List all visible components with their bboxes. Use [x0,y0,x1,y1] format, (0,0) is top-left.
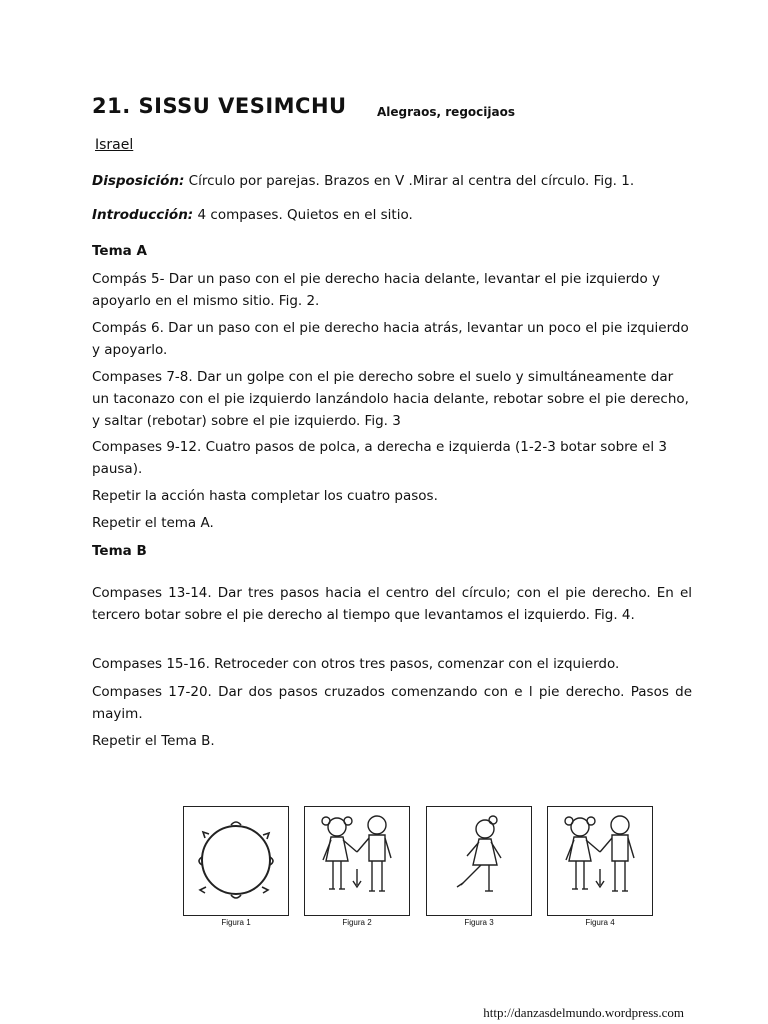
introduccion-paragraph [92,204,692,226]
dance-subtitle: Alegraos, regocijaos [377,105,515,119]
dance-title: 21. SISSU VESIMCHU [92,94,347,118]
paragraph: Repetir el Tema B. [92,733,215,749]
title-row [92,94,347,118]
disposicion-text: Círculo por parejas. Brazos en V .Mirar al centra del círculo. Fig. 1. [184,173,635,189]
tema-a-p2 [92,317,692,361]
tema-a-heading: Tema A [92,243,147,259]
paragraph: Compases 7-8. Dar un golpe con el pie derecho sobre el suelo y simultáneamente dar un taconazo con el pie izquierdo lanzándolo hacia delante, rebotar sobre el pie derecho, y saltar (rebotar) sobre el pie izquierdo. Fig. 3 [92,369,689,429]
paragraph: Compases 15-16. Retroceder con otros tres pasos, comenzar con el izquierdo. [92,656,620,672]
introduccion-text: 4 compases. Quietos en el sitio. [193,207,413,223]
tema-b-p4 [92,730,692,752]
figure-caption: Figura 1 [221,918,251,927]
figure-2 [304,806,410,927]
couple-step-forward-illustration [304,806,410,916]
tema-a-p3 [92,366,692,432]
paragraph: Repetir la acción hasta completar los cuatro pasos. [92,488,438,504]
footer-url: http://danzasdelmundo.wordpress.com [483,1005,684,1020]
tema-a-p6 [92,512,692,534]
paragraph: Compás 6. Dar un paso con el pie derecho hacia atrás, levantar un poco el pie izquierdo y apoyarlo. [92,320,689,358]
paragraph: Compases 9-12. Cuatro pasos de polca, a derecha e izquierda (1-2-3 botar sobre el 3 pausa). [92,439,667,477]
introduccion-label: Introducción: [92,207,194,223]
tema-a-p5 [92,485,692,507]
tema-b-heading: Tema B [92,543,147,559]
disposicion-label: Disposición: [92,173,185,189]
figure-caption: Figura 3 [464,918,494,927]
country-label: Israel [95,137,134,153]
girl-heel-kick-illustration [426,806,532,916]
figure-1 [183,806,289,927]
figure-caption: Figura 2 [342,918,372,927]
tema-a-p4 [92,436,692,480]
tema-b-p3 [92,681,692,725]
figure-caption: Figura 4 [585,918,615,927]
couple-step-hop-illustration [547,806,653,916]
tema-b-p1 [92,582,692,626]
paragraph: Compases 17-20. Dar dos pasos cruzados comenzando con e l pie derecho. Pasos de mayim. [92,684,692,722]
paragraph: Repetir el tema A. [92,515,214,531]
paragraph: Compás 5- Dar un paso con el pie derecho hacia delante, levantar el pie izquierdo y apoyarlo en el mismo sitio. Fig. 2. [92,271,661,309]
figure-3 [426,806,532,927]
circle-formation-illustration [183,806,289,916]
disposicion-paragraph [92,170,692,192]
tema-a-p1 [92,268,692,312]
paragraph: Compases 13-14. Dar tres pasos hacia el centro del círculo; con el pie derecho. En el tercero botar sobre el pie derecho al tiempo que levantamos el izquierdo. Fig. 4. [92,585,692,623]
figures-strip [183,806,653,936]
figure-4 [547,806,653,927]
tema-b-p2 [92,653,692,675]
